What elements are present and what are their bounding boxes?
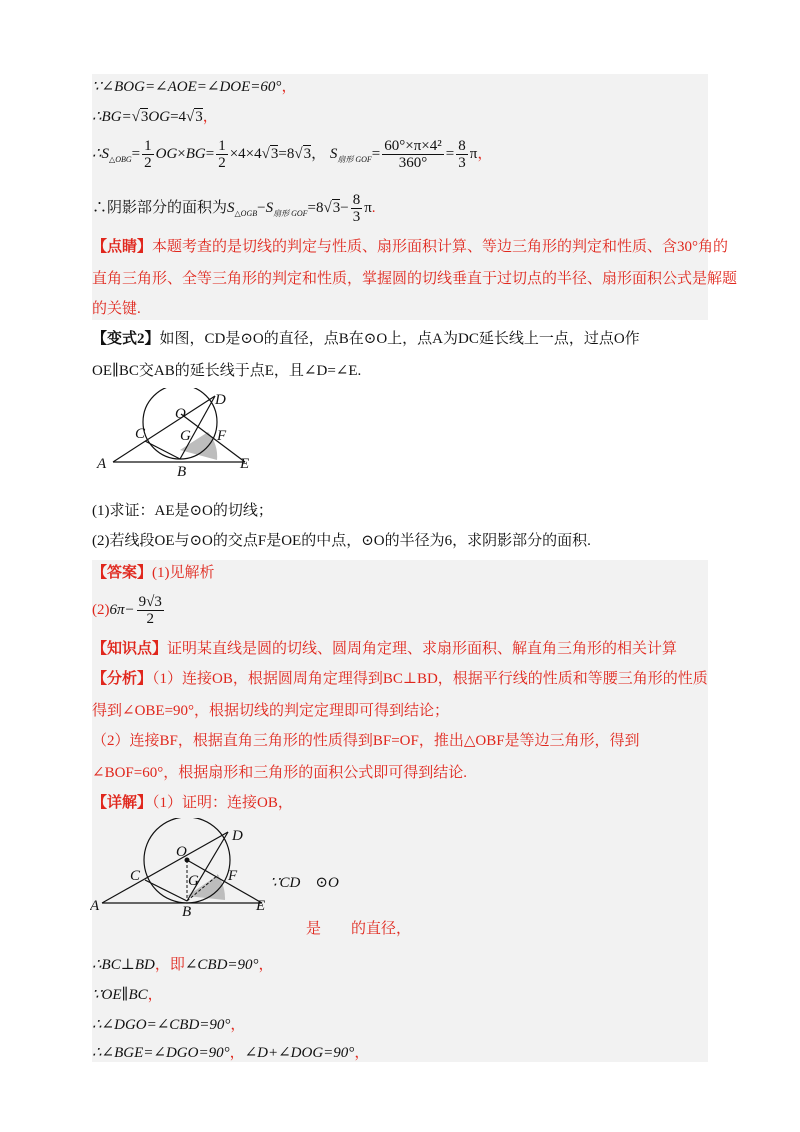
variant-label: 【变式2】 [92, 331, 160, 347]
detail-side-1 [270, 872, 708, 894]
label-C-2: C [130, 868, 141, 884]
label-O-2: O [176, 844, 187, 860]
answer-2-denominator: 2 [146, 611, 154, 628]
label-D-2: D [232, 828, 243, 844]
label-B-2: B [182, 904, 192, 918]
detail-step-4: ∴∠BGE=∠DGO=90°，∠D+∠DOG=90°， [92, 1045, 370, 1061]
label-F: F [217, 428, 227, 444]
comment-line-1 [92, 236, 729, 258]
knowledge-label: 【知识点】 [92, 641, 168, 657]
answer-1: (1)见解析 [152, 565, 215, 581]
variant-text-1: 如图，CD是⊙O的直径，点B在⊙O上，点A为DC延长线上一点，过点O作 [159, 331, 640, 347]
comment-text-1: 本题考查的是切线的判定与性质、扇形面积计算、等边三角形的判定和性质、含30°角的 [152, 239, 729, 255]
geometry-figure-2 [90, 818, 280, 918]
variant-line-1 [92, 328, 708, 350]
label-F-2: F [228, 868, 238, 884]
answer-line-1 [92, 562, 708, 584]
analysis-line-3: （2）连接BF，根据直角三角形的性质得到BF=OF，推出△OBF是等边三角形，得到 [92, 733, 640, 749]
question-2: (2)若线段OE与⊙O的交点F是OE的中点，⊙O的半径为6，求阴影部分的面积. [92, 533, 591, 549]
comment-label: 【点睛】 [92, 239, 153, 255]
label-G-2: G [188, 873, 199, 889]
knowledge-line [92, 638, 708, 660]
geometry-figure-1 [95, 388, 295, 483]
answer-2-prefix: (2) [92, 602, 110, 618]
detail-intro: （1）证明：连接OB， [152, 795, 293, 811]
label-C: C [135, 426, 146, 442]
label-A: A [97, 456, 107, 472]
label-B: B [177, 464, 187, 480]
label-E: E [240, 456, 250, 472]
label-G: G [180, 428, 191, 444]
variant-line-2: OE∥BC交AB的延长线于点E，且∠D=∠E. [92, 363, 362, 379]
solution-line-4: ∴阴影部分的面积为$S_{\triangle OGB}-S_{扇形 GOF}=8√3-$ $\frac{8}{3}$ π. [92, 192, 376, 226]
answer-line-2 [92, 590, 708, 630]
analysis-line-2: 得到∠OBE=90°，根据切线的判定定理即可得到结论； [92, 703, 450, 719]
detail-label: 【详解】 [92, 795, 153, 811]
answer-2-numerator: 9√3 [138, 594, 162, 611]
label-O: O [175, 406, 186, 422]
sector-numerator: 60°×π×4² [384, 138, 442, 155]
solution-line-2: ∴BG=√3OG=4√3， [92, 109, 218, 125]
comment-line-2: 直角三角形、全等三角形的判定和性质，掌握圆的切线垂直于过切点的半径、扇形面积公式是解题 [92, 271, 738, 287]
label-A-2: A [90, 898, 100, 914]
analysis-line-4: ∠BOF=60°，根据扇形和三角形的面积公式即可得到结论. [92, 765, 467, 781]
sector-denominator: 360° [398, 155, 428, 172]
detail-step-1: ∴BC⊥BD，即∠CBD=90°， [92, 957, 274, 973]
label-E-2: E [256, 898, 266, 914]
analysis-text-1: （1）连接OB，根据圆周角定理得到BC⊥BD，根据平行线的性质和等腰三角形的性质 [152, 671, 708, 687]
question-1: (1)求证：AE是⊙O的切线； [92, 503, 273, 519]
detail-step-2: ∵OE∥BC， [92, 987, 163, 1003]
detail-step-3: ∴∠DGO=∠CBD=90°， [92, 1017, 246, 1033]
analysis-label: 【分析】 [92, 671, 153, 687]
knowledge-text: 证明某直线是圆的切线、圆周角定理、求扇形面积、解直角三角形的相关计算 [167, 641, 678, 657]
detail-side-2: 是 的直径， [306, 921, 412, 937]
answer-label: 【答案】 [92, 565, 153, 581]
detail-line-1 [92, 792, 708, 814]
label-D: D [215, 392, 226, 408]
comment-line-3: 的关键. [92, 301, 141, 317]
answer-2-text: 6π− [109, 602, 135, 618]
detail-side-1-text: ∵CD ⊙O [270, 875, 339, 891]
solution-line-1: ∵∠BOG=∠AOE=∠DOE=60°， [92, 79, 297, 95]
solution-line-3: $\therefore S_{\triangle OBG}=$ $\frac{1}{2}$ OG×BG= $\frac{1}{2}$ ×4×4√3=8√3， $S_{扇形 GOF}=$ $\frac{\text{60°×π×4²}}{360^\circ}$ = $\frac{8}{3}$ π， [92, 138, 493, 172]
analysis-line-1 [92, 668, 708, 690]
